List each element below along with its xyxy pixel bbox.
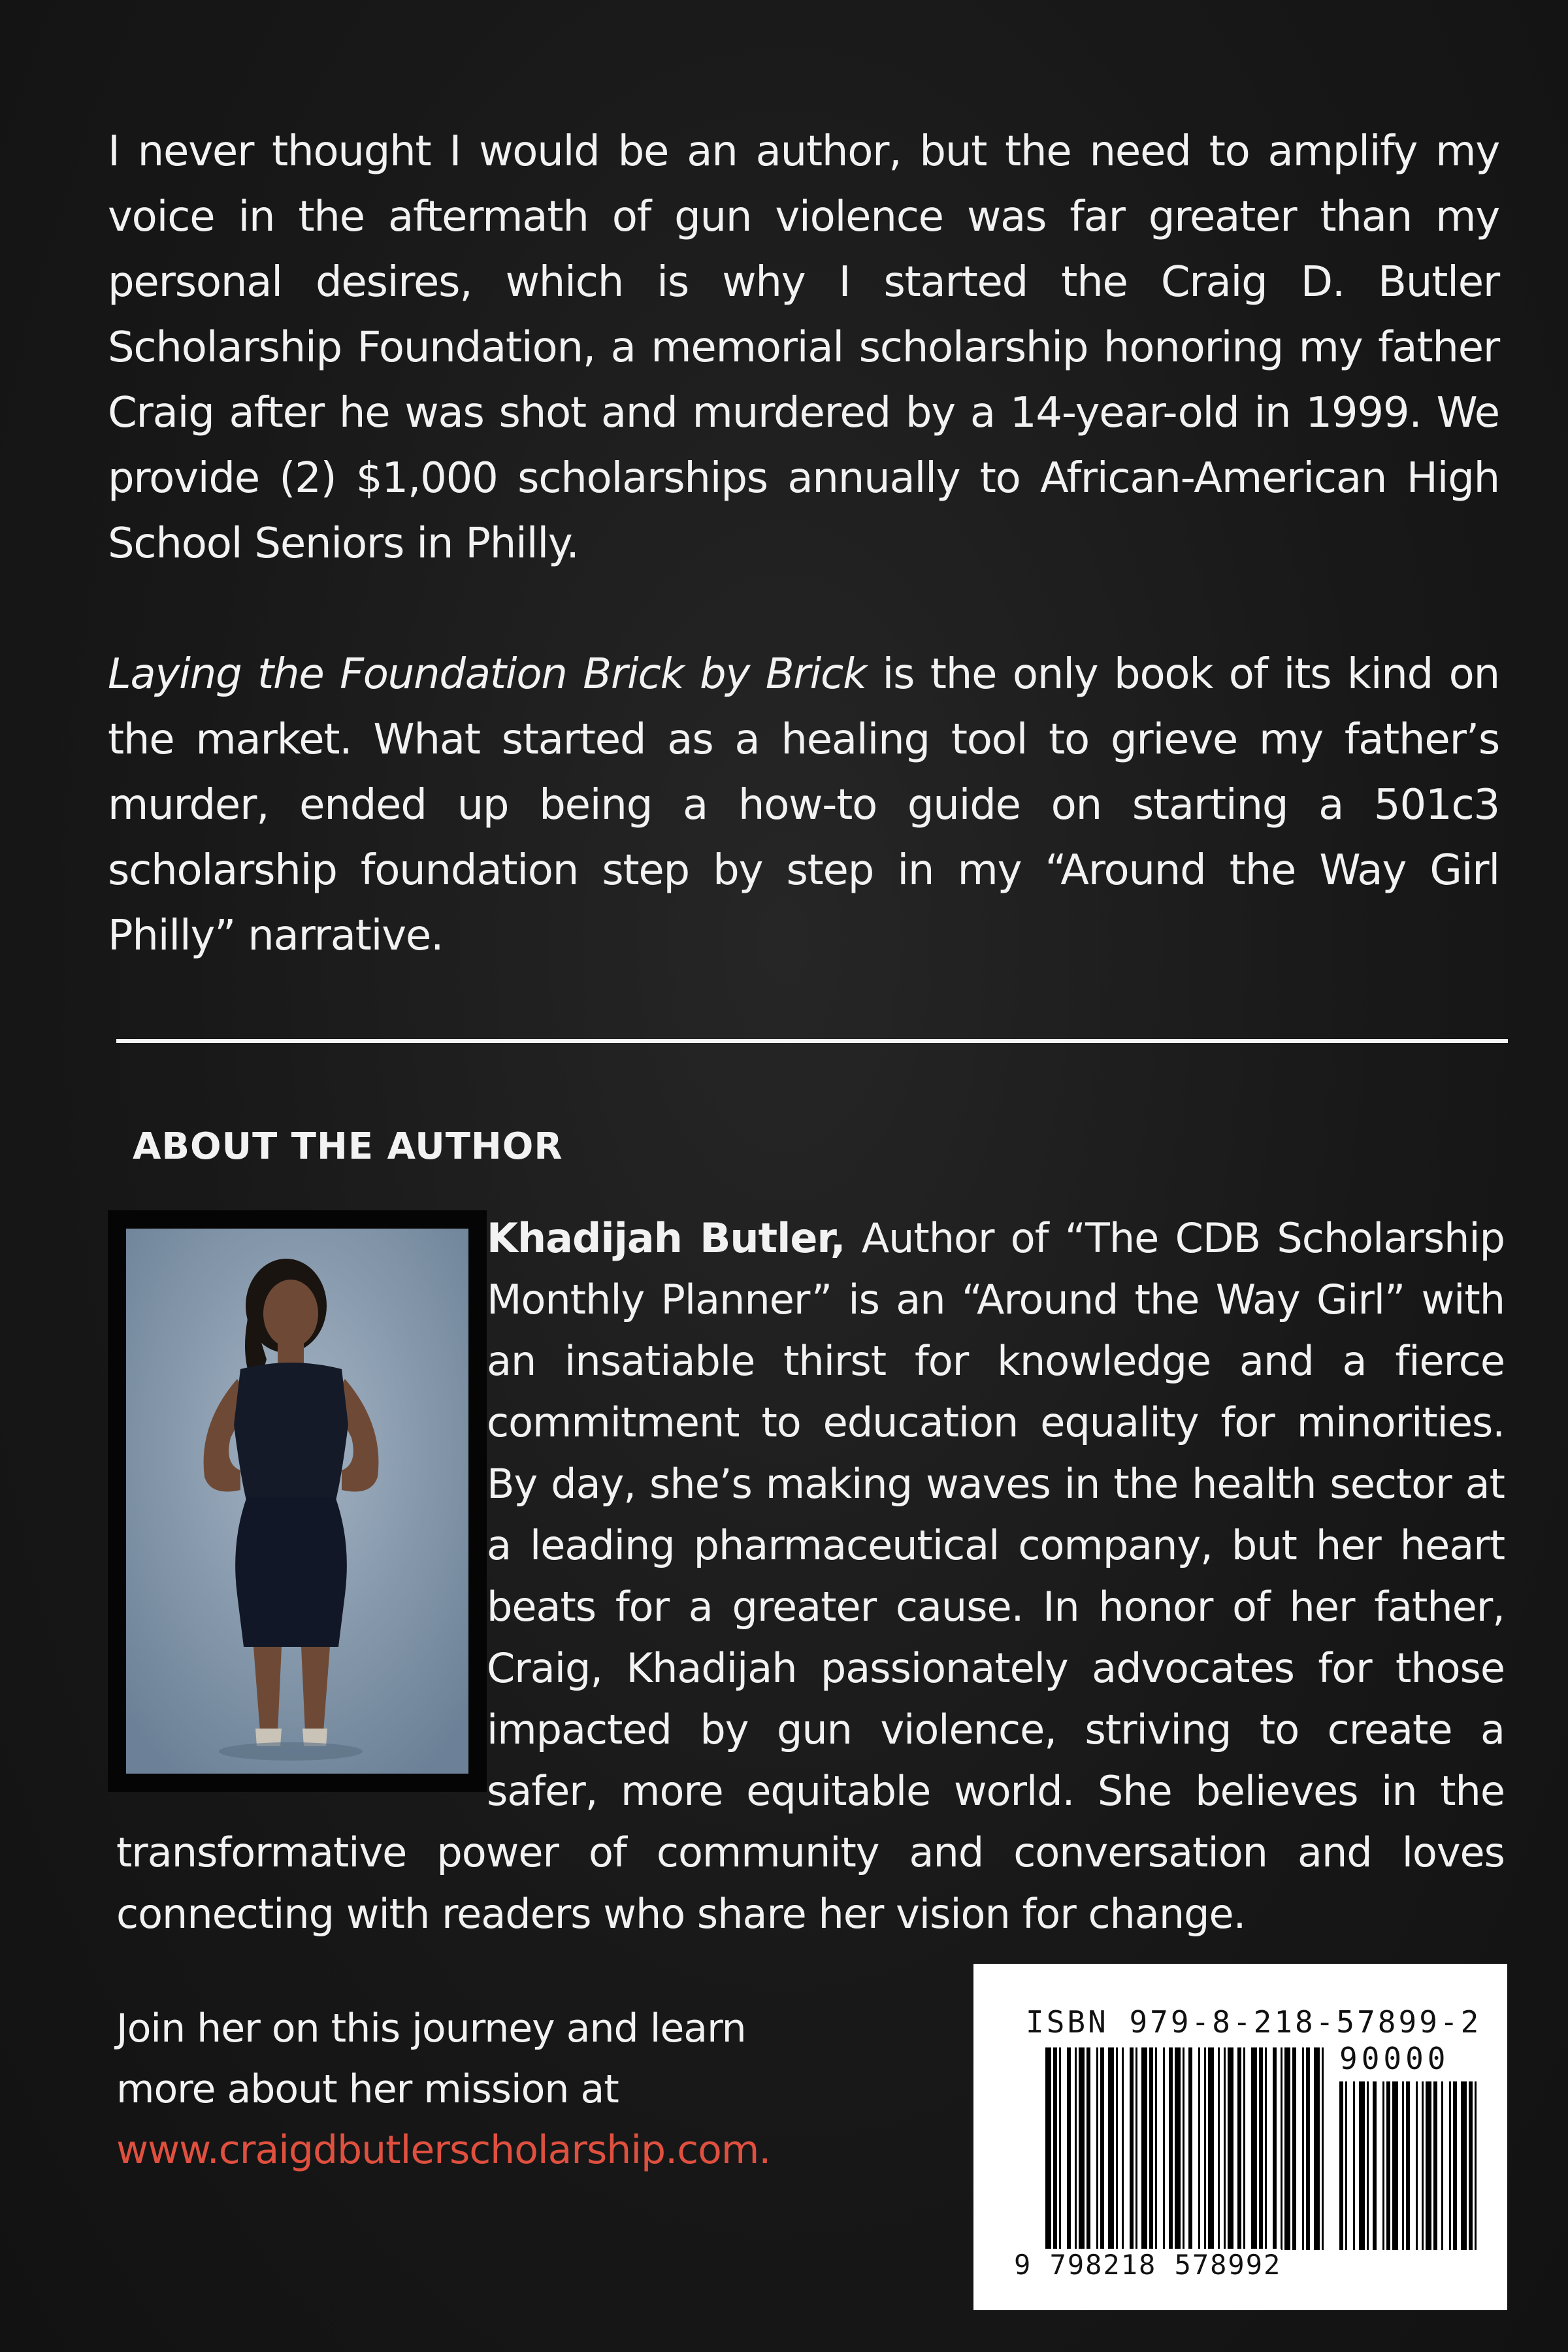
about-heading: ABOUT THE AUTHOR: [133, 1125, 563, 1168]
cta-line-1: Join her on this journey and learn: [116, 2006, 746, 2051]
isbn-label: ISBN 979-8-218-57899-2: [1026, 2004, 1482, 2040]
barcode-ean-digits: 9 798218 578992: [1014, 2249, 1282, 2281]
author-name: Khadijah Butler,: [487, 1214, 845, 1262]
call-to-action: [116, 1998, 933, 2181]
book-description-text: is the only book of its kind on the market. What started as a healing tool to grieve my father’s murder, ended up being a how-to guide on starting a 501c3 scholarship foundation step by step in my “Around the Way Girl Philly” narrative.: [108, 650, 1499, 960]
intro-paragraph: I never thought I would be an author, but the need to amplify my voice in the aftermath of gun violence was far greater than my personal desires, which is why I started the Craig D. Butler Scholarship Foundation, a memorial scholarship honoring my father Craig after he was shot and murdered by a 14-year-old in 1999. We provide (2) $1,000 scholarships annually to African-American High School Seniors in Philly.: [108, 127, 1499, 568]
section-divider: [116, 1039, 1508, 1043]
website-link[interactable]: www.craigdbutlerscholarship.com.: [116, 2127, 771, 2173]
cta-line-2: more about her mission at: [116, 2066, 619, 2112]
isbn-barcode: [973, 1964, 1507, 2310]
author-bio-text: Author of “The CDB Scholarship Monthly Planner” is an “Around the Way Girl” with an insatiable thirst for knowledge and a fierce commitment to education equality for minorities. By day, she’s making waves in the health sector at a leading pharmaceutical company, but her heart beats for a greater cause. In honor of her father, Craig, Khadijah passionately advocates for those impacted by gun violence, striving to create a safer, more equitable world. She believes in the transformative power of community and conversation and loves connecting with readers who share her vision for change.: [116, 1214, 1505, 1938]
barcode-addon-digits: 90000: [1339, 2041, 1450, 2076]
author-bio: [116, 1208, 1505, 1945]
book-title: Laying the Foundation Brick by Brick: [108, 650, 866, 699]
book-description-paragraph: [108, 642, 1499, 969]
